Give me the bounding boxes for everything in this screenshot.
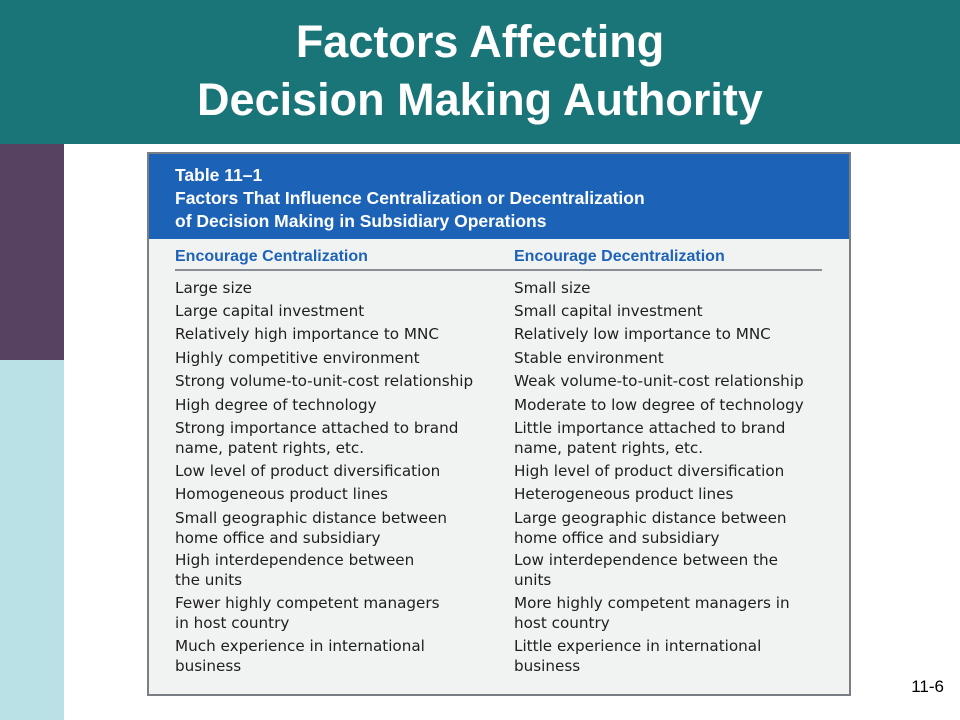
cell-centralization: Large size [175, 279, 253, 297]
cell-decentralization: Low interdependence between the units [514, 551, 779, 589]
sidebar-accent-purple [0, 144, 64, 360]
cell-centralization: Homogeneous product lines [175, 485, 388, 503]
cell-decentralization: Large geographic distance between home office and subsidiary [514, 509, 787, 547]
cell-centralization: Strong importance attached to brand name, patent rights, etc. [175, 419, 459, 457]
cell-centralization: High interdependence between the units [175, 551, 415, 589]
cell-centralization: Small geographic distance between home office and subsidiary [175, 509, 447, 547]
cell-centralization: Low level of product diversification [175, 462, 441, 480]
table-label: Table 11–1 [175, 165, 263, 185]
cell-centralization: Highly competitive environment [175, 349, 420, 367]
cell-decentralization: High level of product diversification [514, 462, 785, 480]
cell-centralization: Strong volume-to-unit-cost relationship [175, 372, 474, 390]
cell-centralization: High degree of technology [175, 396, 377, 414]
slide-title-line-2: Decision Making Authority [197, 74, 763, 125]
column-header-centralization: Encourage Centralization [175, 248, 368, 265]
cell-decentralization: Relatively low importance to MNC [514, 325, 771, 343]
table-caption-line-2: of Decision Making in Subsidiary Operations [175, 211, 547, 231]
cell-centralization: Large capital investment [175, 302, 365, 320]
header-divider [175, 269, 822, 271]
slide-title-line-1: Factors Affecting [295, 16, 665, 67]
table-header [149, 154, 849, 239]
cell-decentralization: Weak volume-to-unit-cost relationship [514, 372, 804, 390]
slide-number: 11-6 [911, 677, 944, 696]
cell-decentralization: Small capital investment [514, 302, 703, 320]
cell-decentralization: More highly competent managers in host country [514, 594, 790, 632]
sidebar-accent-cyan [0, 360, 64, 720]
table-caption-line-1: Factors That Influence Centralization or Decentralization [175, 188, 645, 208]
cell-decentralization: Little experience in international business [514, 637, 762, 675]
cell-decentralization: Small size [514, 279, 591, 297]
cell-centralization: Fewer highly competent managers in host country [175, 594, 440, 632]
cell-centralization: Relatively high importance to MNC [175, 325, 439, 343]
cell-centralization: Much experience in international business [175, 637, 425, 675]
factors-table [147, 152, 851, 696]
title-bar [0, 0, 960, 144]
cell-decentralization: Heterogeneous product lines [514, 485, 734, 503]
cell-decentralization: Stable environment [514, 349, 664, 367]
cell-decentralization: Little importance attached to brand name, patent rights, etc. [514, 419, 786, 457]
column-header-decentralization: Encourage Decentralization [514, 248, 725, 265]
cell-decentralization: Moderate to low degree of technology [514, 396, 804, 414]
